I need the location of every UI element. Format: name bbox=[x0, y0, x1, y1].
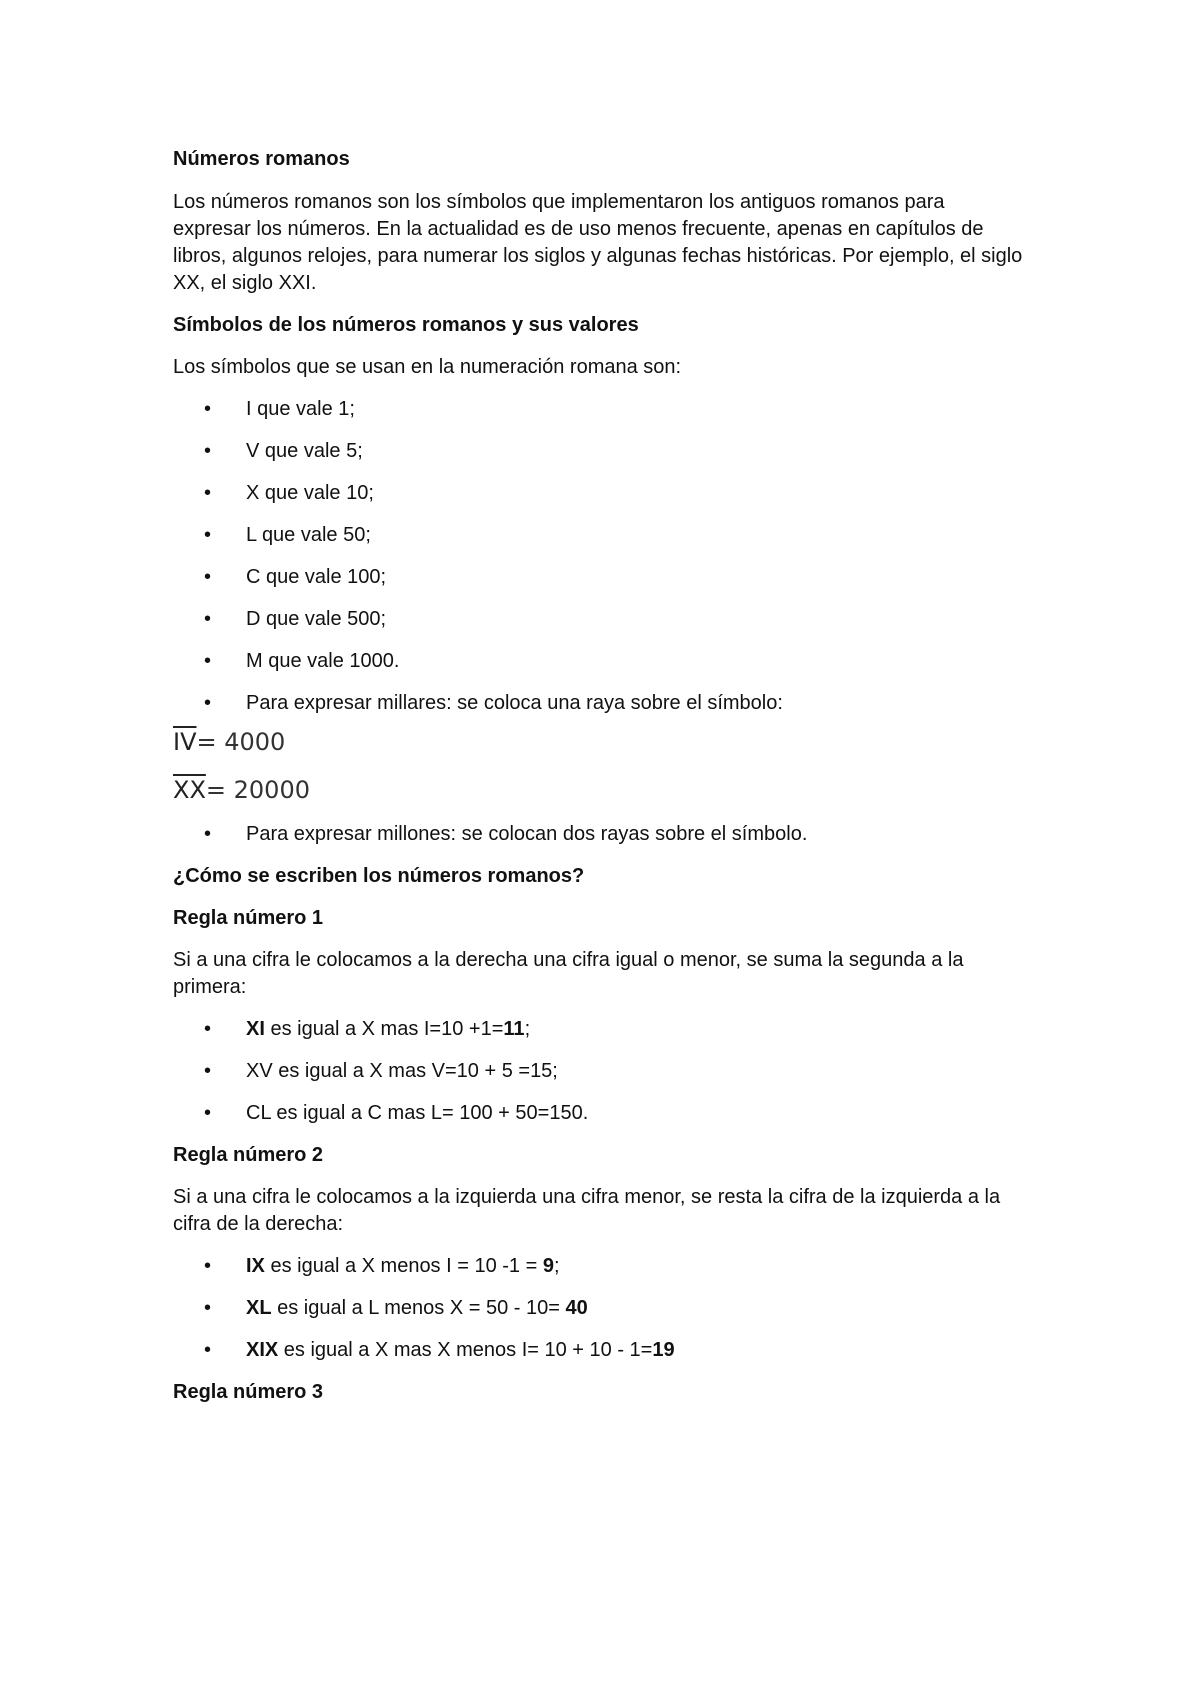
list-item-text: XV es igual a X mas V=10 + 5 =15; bbox=[246, 1060, 558, 1082]
bullet-icon: • bbox=[204, 566, 212, 588]
list-item-text: XIX es igual a X mas X menos I= 10 + 10 - 1=19 bbox=[246, 1339, 675, 1361]
list-item-text: L que vale 50; bbox=[246, 524, 371, 546]
list-item-text: Para expresar millares: se coloca una raya sobre el símbolo: bbox=[246, 692, 783, 714]
how-heading: ¿Cómo se escriben los números romanos? bbox=[173, 865, 585, 887]
intro-line-1: Los números romanos son los símbolos que implementaron los antiguos romanos para bbox=[173, 191, 945, 213]
bullet-icon: • bbox=[204, 1102, 212, 1124]
overlined-numeral: $\overline{IV}$ bbox=[173, 728, 197, 756]
symbols-heading: Símbolos de los números romanos y sus valores bbox=[173, 314, 639, 336]
bullet-icon: • bbox=[204, 1255, 212, 1277]
list-item-text: X que vale 10; bbox=[246, 482, 374, 504]
rule3-heading: Regla número 3 bbox=[173, 1381, 324, 1403]
list-item-text: XI es igual a X mas I=10 +1=11; bbox=[246, 1018, 531, 1040]
formula-value: = 4000 bbox=[196, 728, 286, 756]
intro-line-4: XX, el siglo XXI. bbox=[173, 272, 317, 294]
rule2-text-line-1: Si a una cifra le colocamos a la izquierda una cifra menor, se resta la cifra de la izquierda a la bbox=[173, 1186, 1001, 1208]
rule1-heading: Regla número 1 bbox=[173, 907, 324, 929]
bullet-icon: • bbox=[204, 524, 212, 546]
rule2-text-line-2: cifra de la derecha: bbox=[173, 1213, 344, 1235]
intro-line-3: libros, algunos relojes, para numerar los siglos y algunas fechas históricas. Por ejemplo, el siglo bbox=[173, 245, 1023, 267]
overlined-numeral: $\overline{XX}$ bbox=[173, 776, 206, 804]
bullet-icon: • bbox=[204, 823, 212, 845]
bullet-icon: • bbox=[204, 440, 212, 462]
bullet-icon: • bbox=[204, 692, 212, 714]
formula-thousands bbox=[173, 775, 310, 805]
list-item-text: M que vale 1000. bbox=[246, 650, 400, 672]
list-item-text: D que vale 500; bbox=[246, 608, 387, 630]
bullet-icon: • bbox=[204, 398, 212, 420]
list-item-text: C que vale 100; bbox=[246, 566, 387, 588]
bullet-icon: • bbox=[204, 482, 212, 504]
bullet-icon: • bbox=[204, 608, 212, 630]
list-item-text: IX es igual a X menos I = 10 -1 = 9; bbox=[246, 1255, 560, 1277]
rule1-text-line-1: Si a una cifra le colocamos a la derecha una cifra igual o menor, se suma la segunda a la bbox=[173, 949, 964, 971]
bullet-icon: • bbox=[204, 1339, 212, 1361]
intro-line-2: expresar los números. En la actualidad es de uso menos frecuente, apenas en capítulos de bbox=[173, 218, 984, 240]
formula-thousands bbox=[173, 727, 285, 757]
rule2-heading: Regla número 2 bbox=[173, 1144, 324, 1166]
bullet-icon: • bbox=[204, 1297, 212, 1319]
bullet-icon: • bbox=[204, 1060, 212, 1082]
list-item-text: I que vale 1; bbox=[246, 398, 355, 420]
bullet-icon: • bbox=[204, 1018, 212, 1040]
list-item-text: CL es igual a C mas L= 100 + 50=150. bbox=[246, 1102, 589, 1124]
rule1-text-line-2: primera: bbox=[173, 976, 247, 998]
bullet-icon: • bbox=[204, 650, 212, 672]
page-title: Números romanos bbox=[173, 148, 350, 170]
symbols-intro: Los símbolos que se usan en la numeración romana son: bbox=[173, 356, 682, 378]
formula-value: = 20000 bbox=[205, 776, 310, 804]
list-item-text: V que vale 5; bbox=[246, 440, 363, 462]
list-item-text: XL es igual a L menos X = 50 - 10= 40 bbox=[246, 1297, 588, 1319]
list-item-text: Para expresar millones: se colocan dos rayas sobre el símbolo. bbox=[246, 823, 808, 845]
